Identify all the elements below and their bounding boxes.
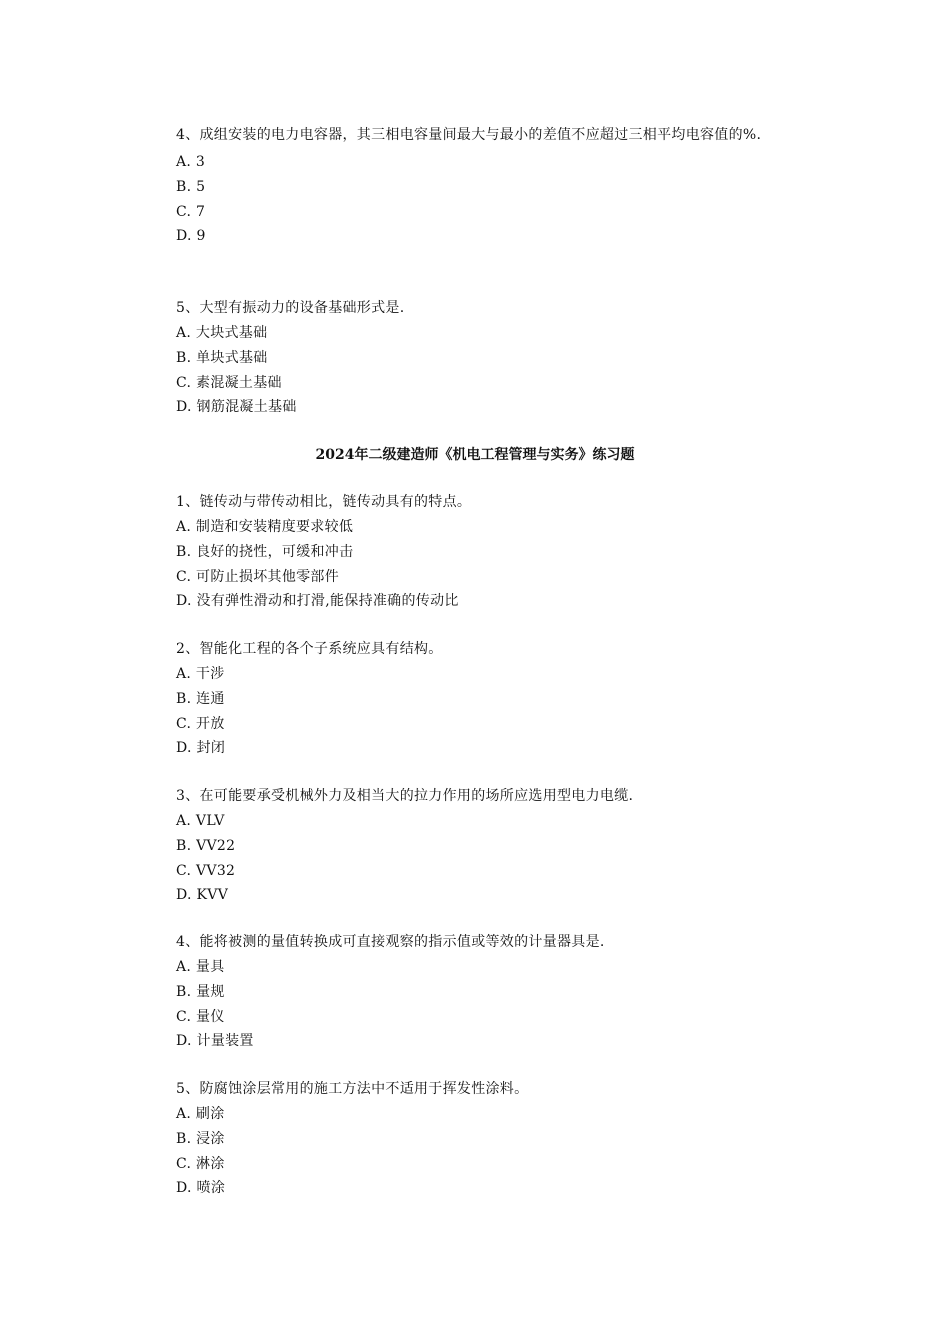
option-d: D. 计量装置: [176, 1033, 254, 1050]
option-d: D. 喷涂: [176, 1180, 226, 1197]
question-block: [144, 1077, 824, 1201]
option-a: A. 3: [176, 154, 206, 170]
option-a: A. 制造和安装精度要求较低: [176, 519, 354, 535]
option-c: C. VV32: [176, 862, 236, 879]
option-b: B. VV22: [176, 837, 236, 854]
option-c: C. 素混凝土基础: [176, 374, 282, 391]
option-b: B. 良好的挠性，可缓和冲击: [176, 543, 354, 560]
option-c: C. 可防止损坏其他零部件: [176, 568, 340, 585]
option-a: A. 干涉: [176, 666, 225, 682]
question-stem: 1、链传动与带传动相比，链传动具有的特点。: [176, 494, 472, 510]
option-d: D. 钢筋混凝土基础: [176, 399, 297, 416]
question-stem: 3、在可能要承受机械外力及相当大的拉力作用的场所应选用型电力电缆.: [176, 788, 634, 804]
option-d: D. KVV: [176, 887, 229, 904]
section-title: 2024年二级建造师《机电工程管理与实务》练习题: [315, 447, 635, 463]
option-c: C. 量仪: [176, 1008, 225, 1025]
option-b: B. 连通: [176, 690, 225, 707]
question-block: [144, 930, 824, 1054]
question-stem: 4、成组安装的电力电容器，其三相电容量间最大与最小的差值不应超过三相平均电容值的%.: [176, 127, 762, 143]
option-c: C. 淋涂: [176, 1155, 225, 1172]
option-b: B. 单块式基础: [176, 349, 268, 366]
question-block: [144, 784, 824, 908]
option-c: C. 7: [176, 203, 206, 220]
question-block: [144, 490, 824, 614]
option-a: A. VLV: [176, 813, 225, 829]
question-stem: 5、防腐蚀涂层常用的施工方法中不适用于挥发性涂料。: [176, 1081, 529, 1097]
option-b: B. 5: [176, 178, 206, 195]
question-block: [144, 123, 824, 249]
option-d: D. 没有弹性滑动和打滑,能保持准确的传动比: [176, 593, 459, 610]
question-stem: 2、智能化工程的各个子系统应具有结构。: [176, 641, 443, 657]
option-c: C. 开放: [176, 715, 225, 732]
question-block: [144, 296, 824, 420]
option-b: B. 量规: [176, 983, 225, 1000]
option-d: D. 9: [176, 228, 206, 245]
option-a: A. 刷涂: [176, 1106, 225, 1122]
question-stem: 4、能将被测的量值转换成可直接观察的指示值或等效的计量器具是.: [176, 934, 605, 950]
option-d: D. 封闭: [176, 740, 226, 757]
option-b: B. 浸涂: [176, 1130, 225, 1147]
option-a: A. 大块式基础: [176, 325, 268, 341]
question-stem: 5、大型有振动力的设备基础形式是.: [176, 300, 405, 316]
question-block: [144, 637, 824, 761]
option-a: A. 量具: [176, 959, 225, 975]
